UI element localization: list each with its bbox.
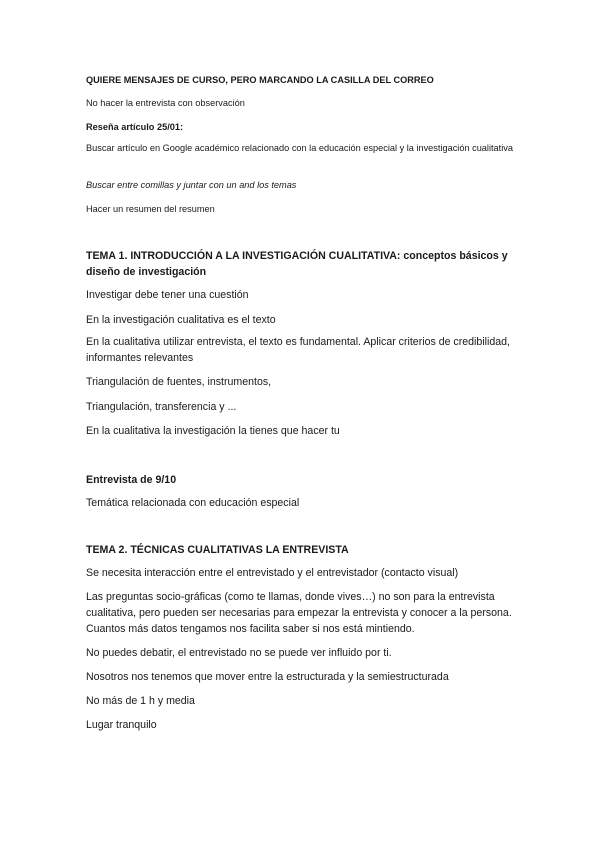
line-interaccion: Se necesita interacción entre el entrevistado y el entrevistador (contacto visual) bbox=[86, 567, 459, 579]
line-texto: En la investigación cualitativa es el texto bbox=[86, 314, 276, 326]
heading-tema2: TEMA 2. TÉCNICAS CUALITATIVAS LA ENTREVISTA bbox=[86, 544, 349, 556]
line-no-hacer: No hacer la entrevista con observación bbox=[86, 98, 245, 108]
line-investigar: Investigar debe tener una cuestión bbox=[86, 289, 249, 301]
line-debatir: No puedes debatir, el entrevistado no se puede ver influido por ti. bbox=[86, 647, 392, 659]
line-resumen: Hacer un resumen del resumen bbox=[86, 204, 215, 214]
heading-quiere: QUIERE MENSAJES DE CURSO, PERO MARCANDO LA CASILLA DEL CORREO bbox=[86, 75, 434, 85]
line-tematica: Temática relacionada con educación especial bbox=[86, 497, 300, 509]
line-buscar-comillas: Buscar entre comillas y juntar con un and los temas bbox=[86, 180, 297, 190]
line-estructurada: Nosotros nos tenemos que mover entre la estructurada y la semiestructurada bbox=[86, 671, 449, 683]
line-entrevista-texto: En la cualitativa utilizar entrevista, el texto es fundamental. Aplicar criterios de credibilidad, informantes relevantes bbox=[86, 336, 510, 364]
line-triangulacion-2: Triangulación, transferencia y ... bbox=[86, 401, 237, 413]
heading-entrevista-fecha: Entrevista de 9/10 bbox=[86, 474, 177, 486]
line-preguntas: Las preguntas socio-gráficas (como te llamas, donde vives…) no son para la entrevista cualitativa, pero pueden ser necesarias para empezar la entrevista y conocer a la persona. Cuantos más datos tengamos nos facilita saber si nos está mintiendo. bbox=[86, 591, 512, 635]
line-triangulacion-1: Triangulación de fuentes, instrumentos, bbox=[86, 376, 272, 388]
line-buscar-articulo: Buscar artículo en Google académico relacionado con la educación especial y la investigación cualitativa bbox=[86, 143, 513, 153]
line-duracion: No más de 1 h y media bbox=[86, 695, 195, 707]
line-hacer-tu: En la cualitativa la investigación la tienes que hacer tu bbox=[86, 425, 340, 437]
heading-tema1: TEMA 1. INTRODUCCIÓN A LA INVESTIGACIÓN CUALITATIVA: conceptos básicos y diseño de investigación bbox=[86, 250, 508, 278]
line-resena: Reseña artículo 25/01: bbox=[86, 122, 184, 132]
line-lugar: Lugar tranquilo bbox=[86, 719, 157, 731]
